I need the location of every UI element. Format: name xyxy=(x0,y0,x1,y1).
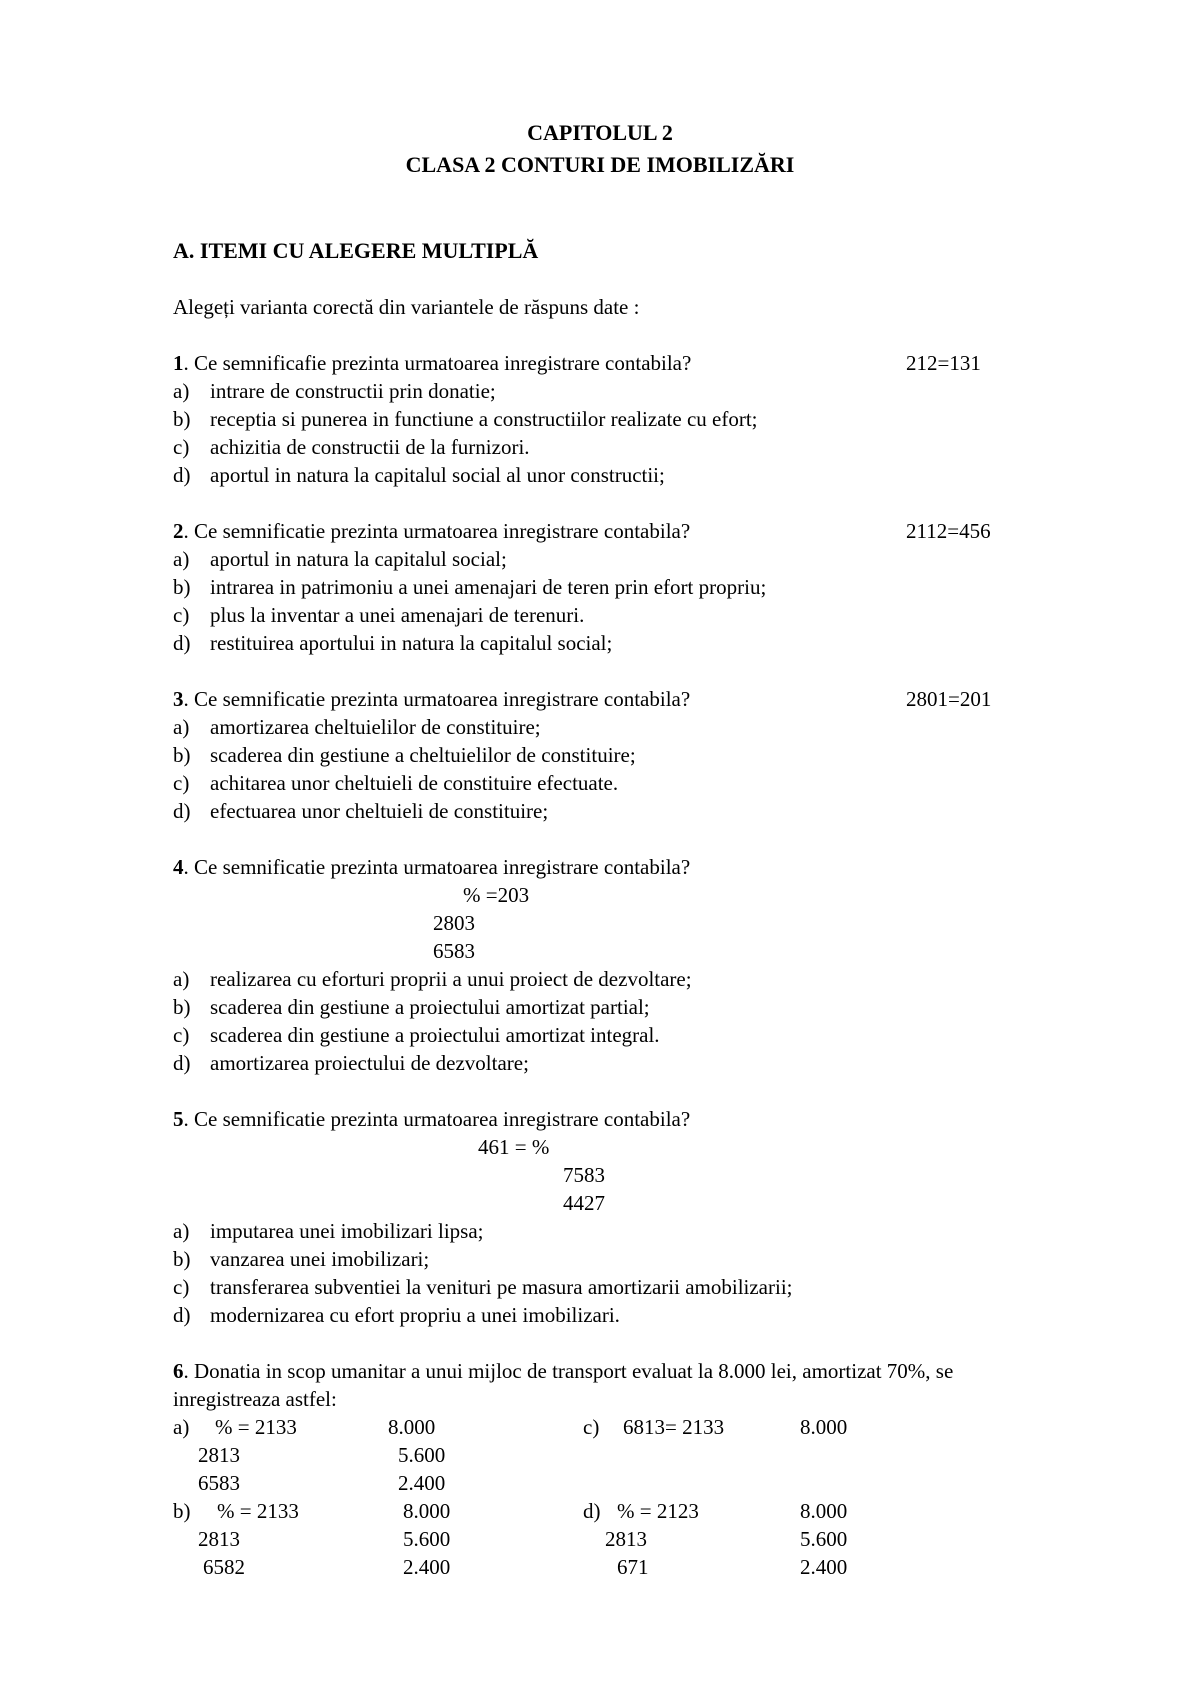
question-number: 4 xyxy=(173,855,184,879)
option-letter: b) xyxy=(173,575,191,599)
option-letter: d) xyxy=(173,1051,191,1075)
answer-amount: 8.000 xyxy=(403,1499,451,1523)
option-text: aportul in natura la capitalul social al unor constructii; xyxy=(210,463,665,487)
page-title: CLASA 2 CONTURI DE IMOBILIZĂRI xyxy=(405,152,795,177)
question-number: 6 xyxy=(173,1359,184,1383)
question-2 xyxy=(173,518,690,544)
option-letter: c) xyxy=(173,1275,190,1299)
option-text: achizitia de constructii de la furnizori. xyxy=(210,435,530,459)
option-letter: c) xyxy=(173,603,190,627)
section-title: A. ITEMI CU ALEGERE MULTIPLĂ xyxy=(173,238,539,263)
question-text: . Ce semnificatie prezinta urmatoarea inregistrare contabila? xyxy=(183,855,691,879)
answer-entry: 6583 xyxy=(198,1471,240,1495)
entry-line: 4427 xyxy=(563,1191,605,1215)
question-number: 3 xyxy=(173,687,184,711)
option-letter: d) xyxy=(173,799,191,823)
answer-amount: 8.000 xyxy=(388,1415,436,1439)
answer-letter: c) xyxy=(583,1415,600,1439)
entry-line: % =203 xyxy=(463,883,530,907)
question-text: . Ce semnificafie prezinta urmatoarea inregistrare contabila? xyxy=(183,351,692,375)
option-text: intrarea in patrimoniu a unei amenajari de teren prin efort propriu; xyxy=(210,575,767,599)
option-letter: a) xyxy=(173,715,190,739)
answer-letter: a) xyxy=(173,1415,190,1439)
accounting-entry: 2112=456 xyxy=(906,519,991,543)
answer-entry: % = 2133 xyxy=(215,1415,297,1439)
answer-entry: 6582 xyxy=(203,1555,245,1579)
option-letter: a) xyxy=(173,379,190,403)
question-6 xyxy=(173,1358,953,1384)
option-text: scaderea din gestiune a cheltuielilor de constituire; xyxy=(210,743,636,767)
chapter-heading: CAPITOLUL 2 xyxy=(527,120,673,145)
answer-entry: 6813= 2133 xyxy=(623,1415,725,1439)
question-1 xyxy=(173,350,691,376)
answer-entry: 2813 xyxy=(605,1527,647,1551)
question-text: . Ce semnificatie prezinta urmatoarea inregistrare contabila? xyxy=(183,519,691,543)
option-text: amortizarea cheltuielilor de constituire; xyxy=(210,715,541,739)
accounting-entry: 212=131 xyxy=(906,351,981,375)
question-text-cont: inregistreaza astfel: xyxy=(173,1387,337,1411)
option-text: amortizarea proiectului de dezvoltare; xyxy=(210,1051,529,1075)
option-text: scaderea din gestiune a proiectului amortizat integral. xyxy=(210,1023,660,1047)
answer-entry: % = 2133 xyxy=(217,1499,299,1523)
question-5 xyxy=(173,1106,690,1132)
answer-letter: d) xyxy=(583,1499,601,1523)
option-letter: c) xyxy=(173,435,190,459)
question-text: . Ce semnificatie prezinta urmatoarea inregistrare contabila? xyxy=(183,687,691,711)
option-text: scaderea din gestiune a proiectului amortizat partial; xyxy=(210,995,650,1019)
answer-amount: 5.600 xyxy=(398,1443,446,1467)
question-text: . Ce semnificatie prezinta urmatoarea inregistrare contabila? xyxy=(183,1107,691,1131)
option-text: realizarea cu eforturi proprii a unui proiect de dezvoltare; xyxy=(210,967,692,991)
option-text: plus la inventar a unei amenajari de terenuri. xyxy=(210,603,585,627)
instruction-text: Alegeți varianta corectă din variantele de răspuns date : xyxy=(173,295,640,319)
answer-amount: 5.600 xyxy=(800,1527,848,1551)
answer-amount: 2.400 xyxy=(403,1555,451,1579)
option-letter: b) xyxy=(173,1247,191,1271)
entry-line: 461 = % xyxy=(478,1135,550,1159)
answer-entry: 2813 xyxy=(198,1527,240,1551)
answer-amount: 8.000 xyxy=(800,1415,848,1439)
answer-letter: b) xyxy=(173,1499,191,1523)
option-letter: c) xyxy=(173,771,190,795)
question-number: 5 xyxy=(173,1107,184,1131)
option-text: achitarea unor cheltuieli de constituire efectuate. xyxy=(210,771,619,795)
answer-amount: 5.600 xyxy=(403,1527,451,1551)
entry-line: 2803 xyxy=(433,911,475,935)
question-3 xyxy=(173,686,690,712)
option-letter: a) xyxy=(173,1219,190,1243)
option-text: modernizarea cu efort propriu a unei imobilizari. xyxy=(210,1303,620,1327)
entry-line: 7583 xyxy=(563,1163,605,1187)
option-text: aportul in natura la capitalul social; xyxy=(210,547,507,571)
option-letter: c) xyxy=(173,1023,190,1047)
answer-amount: 8.000 xyxy=(800,1499,848,1523)
option-text: intrare de constructii prin donatie; xyxy=(210,379,496,403)
option-text: vanzarea unei imobilizari; xyxy=(210,1247,430,1271)
option-letter: b) xyxy=(173,407,191,431)
option-letter: b) xyxy=(173,743,191,767)
option-text: transferarea subventiei la venituri pe masura amortizarii amobilizarii; xyxy=(210,1275,793,1299)
question-4 xyxy=(173,854,690,880)
option-text: restituirea aportului in natura la capitalul social; xyxy=(210,631,613,655)
option-letter: a) xyxy=(173,547,190,571)
answer-amount: 2.400 xyxy=(800,1555,848,1579)
answer-amount: 2.400 xyxy=(398,1471,446,1495)
entry-line: 6583 xyxy=(433,939,475,963)
option-letter: d) xyxy=(173,631,191,655)
option-letter: a) xyxy=(173,967,190,991)
question-number: 1 xyxy=(173,351,184,375)
option-letter: b) xyxy=(173,995,191,1019)
answer-entry: % = 2123 xyxy=(617,1499,699,1523)
option-text: efectuarea unor cheltuieli de constituire; xyxy=(210,799,549,823)
accounting-entry: 2801=201 xyxy=(906,687,992,711)
question-text: . Donatia in scop umanitar a unui mijloc de transport evaluat la 8.000 lei, amortizat 70%, se xyxy=(183,1359,954,1383)
option-letter: d) xyxy=(173,1303,191,1327)
question-number: 2 xyxy=(173,519,184,543)
option-text: imputarea unei imobilizari lipsa; xyxy=(210,1219,484,1243)
option-letter: d) xyxy=(173,463,191,487)
answer-entry: 671 xyxy=(617,1555,649,1579)
answer-entry: 2813 xyxy=(198,1443,240,1467)
option-text: receptia si punerea in functiune a constructiilor realizate cu efort; xyxy=(210,407,758,431)
